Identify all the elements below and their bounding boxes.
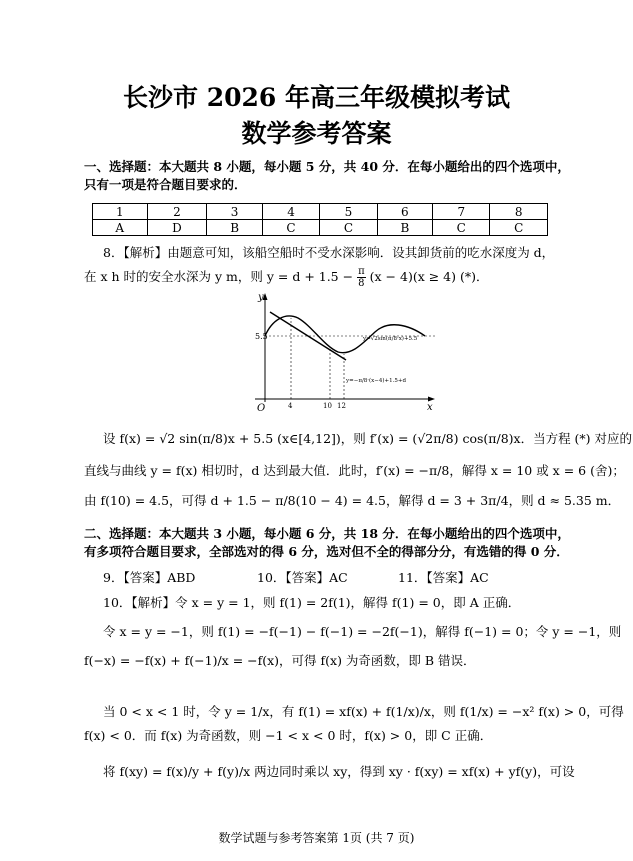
q8-line1: 8．【解析】由题意可知，该船空船时不受水深影响．设其卸货前的吃水深度为 d， [103, 245, 555, 260]
answer-table-number-row [93, 204, 548, 220]
x-tick-label: 4 [288, 402, 293, 410]
q10-line5: f(x) < 0．而 f(x) 为奇函数，则 −1 < x < 0 时，f(x) > 0，即 C 正确． [84, 728, 493, 743]
q10-line4: 当 0 < x < 1 时，令 y = 1/x，有 f(1) = xf(x) + f(1/x)/x，则 f(1/x) = −x² f(x) > 0，可得 [103, 704, 624, 719]
answer-10: 10．【答案】AC [257, 570, 348, 585]
q10-line2: 令 x = y = −1，则 f(1) = −f(−1) − f(−1) = −2f(−1)，解得 f(−1) = 0；令 y = −1，则 [103, 624, 622, 639]
q8-line5: 由 f(10) = 4.5，可得 d + 1.5 − π/8(10 − 4) = 4.5，解得 d = 3 + 3π/4，则 d ≈ 5.35 m． [84, 493, 621, 508]
page-footer: 数学试题与参考答案第 1页 (共 7 页) [218, 831, 415, 845]
table-cell: 5 [320, 204, 377, 220]
x-axis-arrow [428, 397, 435, 402]
page-title: 长沙市 2026 年高三年级模拟考试 [123, 83, 510, 112]
q10-line1: 10．【解析】令 x = y = 1，则 f(1) = 2f(1)，解得 f(1) = 0，即 A 正确． [103, 595, 521, 610]
graph [240, 290, 440, 418]
line-label: y=−π/8·(x−4)+1.5+d [346, 378, 407, 384]
page-subtitle: 数学参考答案 [241, 119, 392, 148]
section2-heading-cont: 有多项符合题目要求，全部选对的得 6 分，选对但不全的得部分分，有选错的得 0 分． [84, 544, 569, 559]
table-cell: 3 [207, 204, 262, 220]
curve-label: y=√2sin(π/8·x)+5.5 [363, 336, 418, 342]
table-cell: 6 [377, 204, 432, 220]
table-cell: C [262, 220, 319, 236]
table-cell: A [93, 220, 148, 236]
table-cell: B [377, 220, 432, 236]
q8-line2-b: (x − 4)(x ≥ 4) (*)． [369, 269, 489, 284]
table-cell: 4 [262, 204, 319, 220]
q8-line2-a: 在 x h 时的安全水深为 y m，则 y = d + 1.5 − [84, 269, 354, 284]
q8-line4: 直线与曲线 y = f(x) 相切时，d 达到最大值．此时，f′(x) = −π/8，解得 x = 10 或 x = 6 (舍)； [84, 463, 625, 478]
fraction: $\frac{\pi}{8}$ [358, 266, 365, 289]
table-cell: D [147, 220, 207, 236]
q8-line2 [84, 266, 488, 289]
section2-heading: 二、选择题：本大题共 3 小题，每小题 6 分，共 18 分．在每小题给出的四个选项中， [84, 526, 570, 541]
table-cell: B [207, 220, 262, 236]
answer-9: 9．【答案】ABD [103, 570, 196, 585]
x-tick-label: 12 [337, 402, 346, 410]
table-cell: C [320, 220, 377, 236]
q8-line3: 设 f(x) = √2 sin(π/8)x + 5.5 (x∈[4,12])，则 f′(x) = (√2π/8) cos(π/8)x．当方程 (*) 对应的 [103, 431, 633, 446]
table-cell: C [490, 220, 548, 236]
answer-table [92, 203, 548, 236]
origin-label: O [257, 403, 266, 414]
q10-line3: f(−x) = −f(x) + f(−1)/x = −f(x)，可得 f(x) 为奇函数，即 B 错误． [84, 653, 476, 668]
y-tick-label: 5.5 [255, 332, 268, 341]
answer-11: 11．【答案】AC [398, 570, 489, 585]
table-cell: 7 [433, 204, 490, 220]
q10-line6: 将 f(xy) = f(x)/y + f(y)/x 两边同时乘以 xy，得到 xy · f(xy) = xf(x) + yf(y)，可设 [103, 764, 575, 779]
table-cell: 2 [147, 204, 207, 220]
y-axis-label: y [258, 292, 264, 303]
answer-table-answer-row [93, 220, 548, 236]
table-cell: 8 [490, 204, 548, 220]
x-axis-label: x [427, 402, 433, 413]
section1-heading-cont: 只有一项是符合题目要求的． [84, 177, 247, 192]
x-tick-label: 10 [323, 402, 332, 410]
table-cell: 1 [93, 204, 148, 220]
table-cell: C [433, 220, 490, 236]
section1-heading: 一、选择题：本大题共 8 小题，每小题 5 分，共 40 分．在每小题给出的四个选项中， [84, 159, 570, 174]
sine-curve [265, 316, 425, 353]
